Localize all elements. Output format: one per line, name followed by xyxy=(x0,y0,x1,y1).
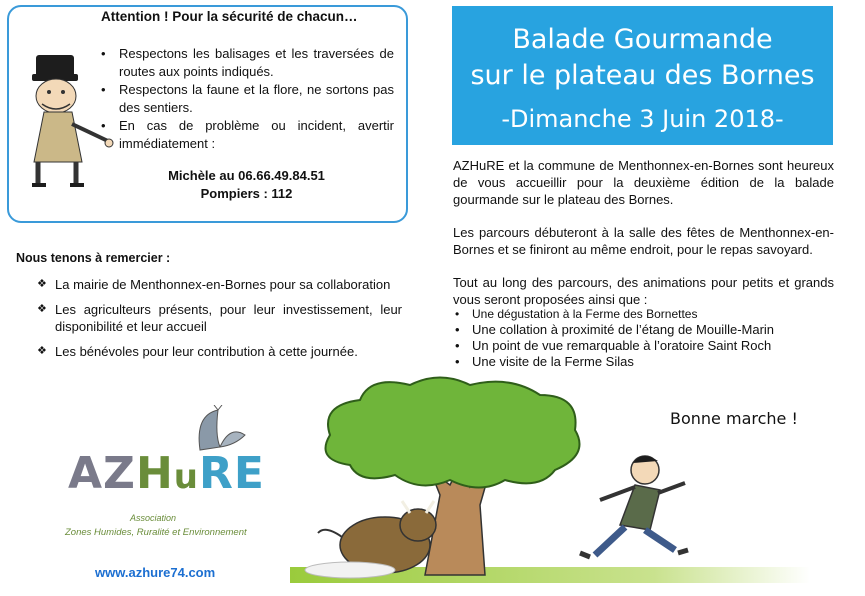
diamond-bullet-icon: ❖ xyxy=(37,345,47,357)
diamond-bullet-icon: ❖ xyxy=(37,278,47,290)
thanks-list xyxy=(37,276,402,368)
attention-list xyxy=(99,45,394,153)
logo-subtitle: Zones Humides, Ruralité et Environnement xyxy=(65,527,247,538)
thanks-item xyxy=(37,276,402,293)
logo-h: H xyxy=(135,448,174,499)
title-box xyxy=(452,6,833,145)
attention-item: • Respectons les balisages et les traversées de routes aux points indiqués. xyxy=(99,45,394,81)
thanks-item-text: Les bénévoles pour leur contribution à cette journée. xyxy=(55,344,358,359)
attention-item: • En cas de problème ou incident, avertir immédiatement : xyxy=(99,117,394,153)
activity-list xyxy=(453,306,834,370)
contact-firefighters: Pompiers : 112 xyxy=(200,186,293,201)
logo-re: RE xyxy=(199,448,265,499)
contact-phone: Michèle au 06.66.49.84.51 xyxy=(168,168,325,183)
thanks-item-text: Les agriculteurs présents, pour leur investissement, leur disponibilité et leur accueil xyxy=(55,302,402,334)
title-line-1: Balade Gourmande xyxy=(512,24,773,55)
tree-bull-runner-illustration xyxy=(290,375,865,596)
attention-title: Attention ! Pour la sécurité de chacun… xyxy=(101,9,358,24)
thanks-item-text: La mairie de Menthonnex-en-Bornes pour sa collaboration xyxy=(55,277,391,292)
activity-item: • Une dégustation à la Ferme des Bornettes xyxy=(453,306,834,322)
logo-u: u xyxy=(173,457,200,497)
activity-item: • Une visite de la Ferme Silas xyxy=(453,354,834,370)
thanks-item xyxy=(37,301,402,335)
activities-paragraph: Tout au long des parcours, des animations pour petits et grands vous seront proposées ainsi que : xyxy=(453,275,834,307)
title-line-2: sur le plateau des Bornes xyxy=(470,60,815,91)
event-date: -Dimanche 3 Juin 2018- xyxy=(501,105,784,133)
azhure-logo xyxy=(68,448,265,499)
gendarme-illustration xyxy=(14,52,114,187)
logo-az: AZ xyxy=(68,448,136,499)
intro-paragraph: AZHuRE et la commune de Menthonnex-en-Bornes sont heureux de vous accueillir pour la deuxième édition de la balade gourmande sur le plateau des Bornes. xyxy=(453,158,834,207)
thanks-item xyxy=(37,343,402,360)
diamond-bullet-icon: ❖ xyxy=(37,303,47,315)
bonne-marche-text: Bonne marche ! xyxy=(670,409,798,428)
route-paragraph: Les parcours débuteront à la salle des fêtes de Menthonnex-en-Bornes et se finiront au même endroit, pour le repas savoyard. xyxy=(453,225,834,257)
activity-item: • Une collation à proximité de l’étang de Mouille-Marin xyxy=(453,322,834,338)
activity-item: • Un point de vue remarquable à l’oratoire Saint Roch xyxy=(453,338,834,354)
attention-item: • Respectons la faune et la flore, ne sortons pas des sentiers. xyxy=(99,81,394,117)
thanks-title: Nous tenons à remercier : xyxy=(16,251,171,265)
logo-association: Association xyxy=(130,513,177,523)
website-link[interactable]: www.azhure74.com xyxy=(95,565,216,580)
